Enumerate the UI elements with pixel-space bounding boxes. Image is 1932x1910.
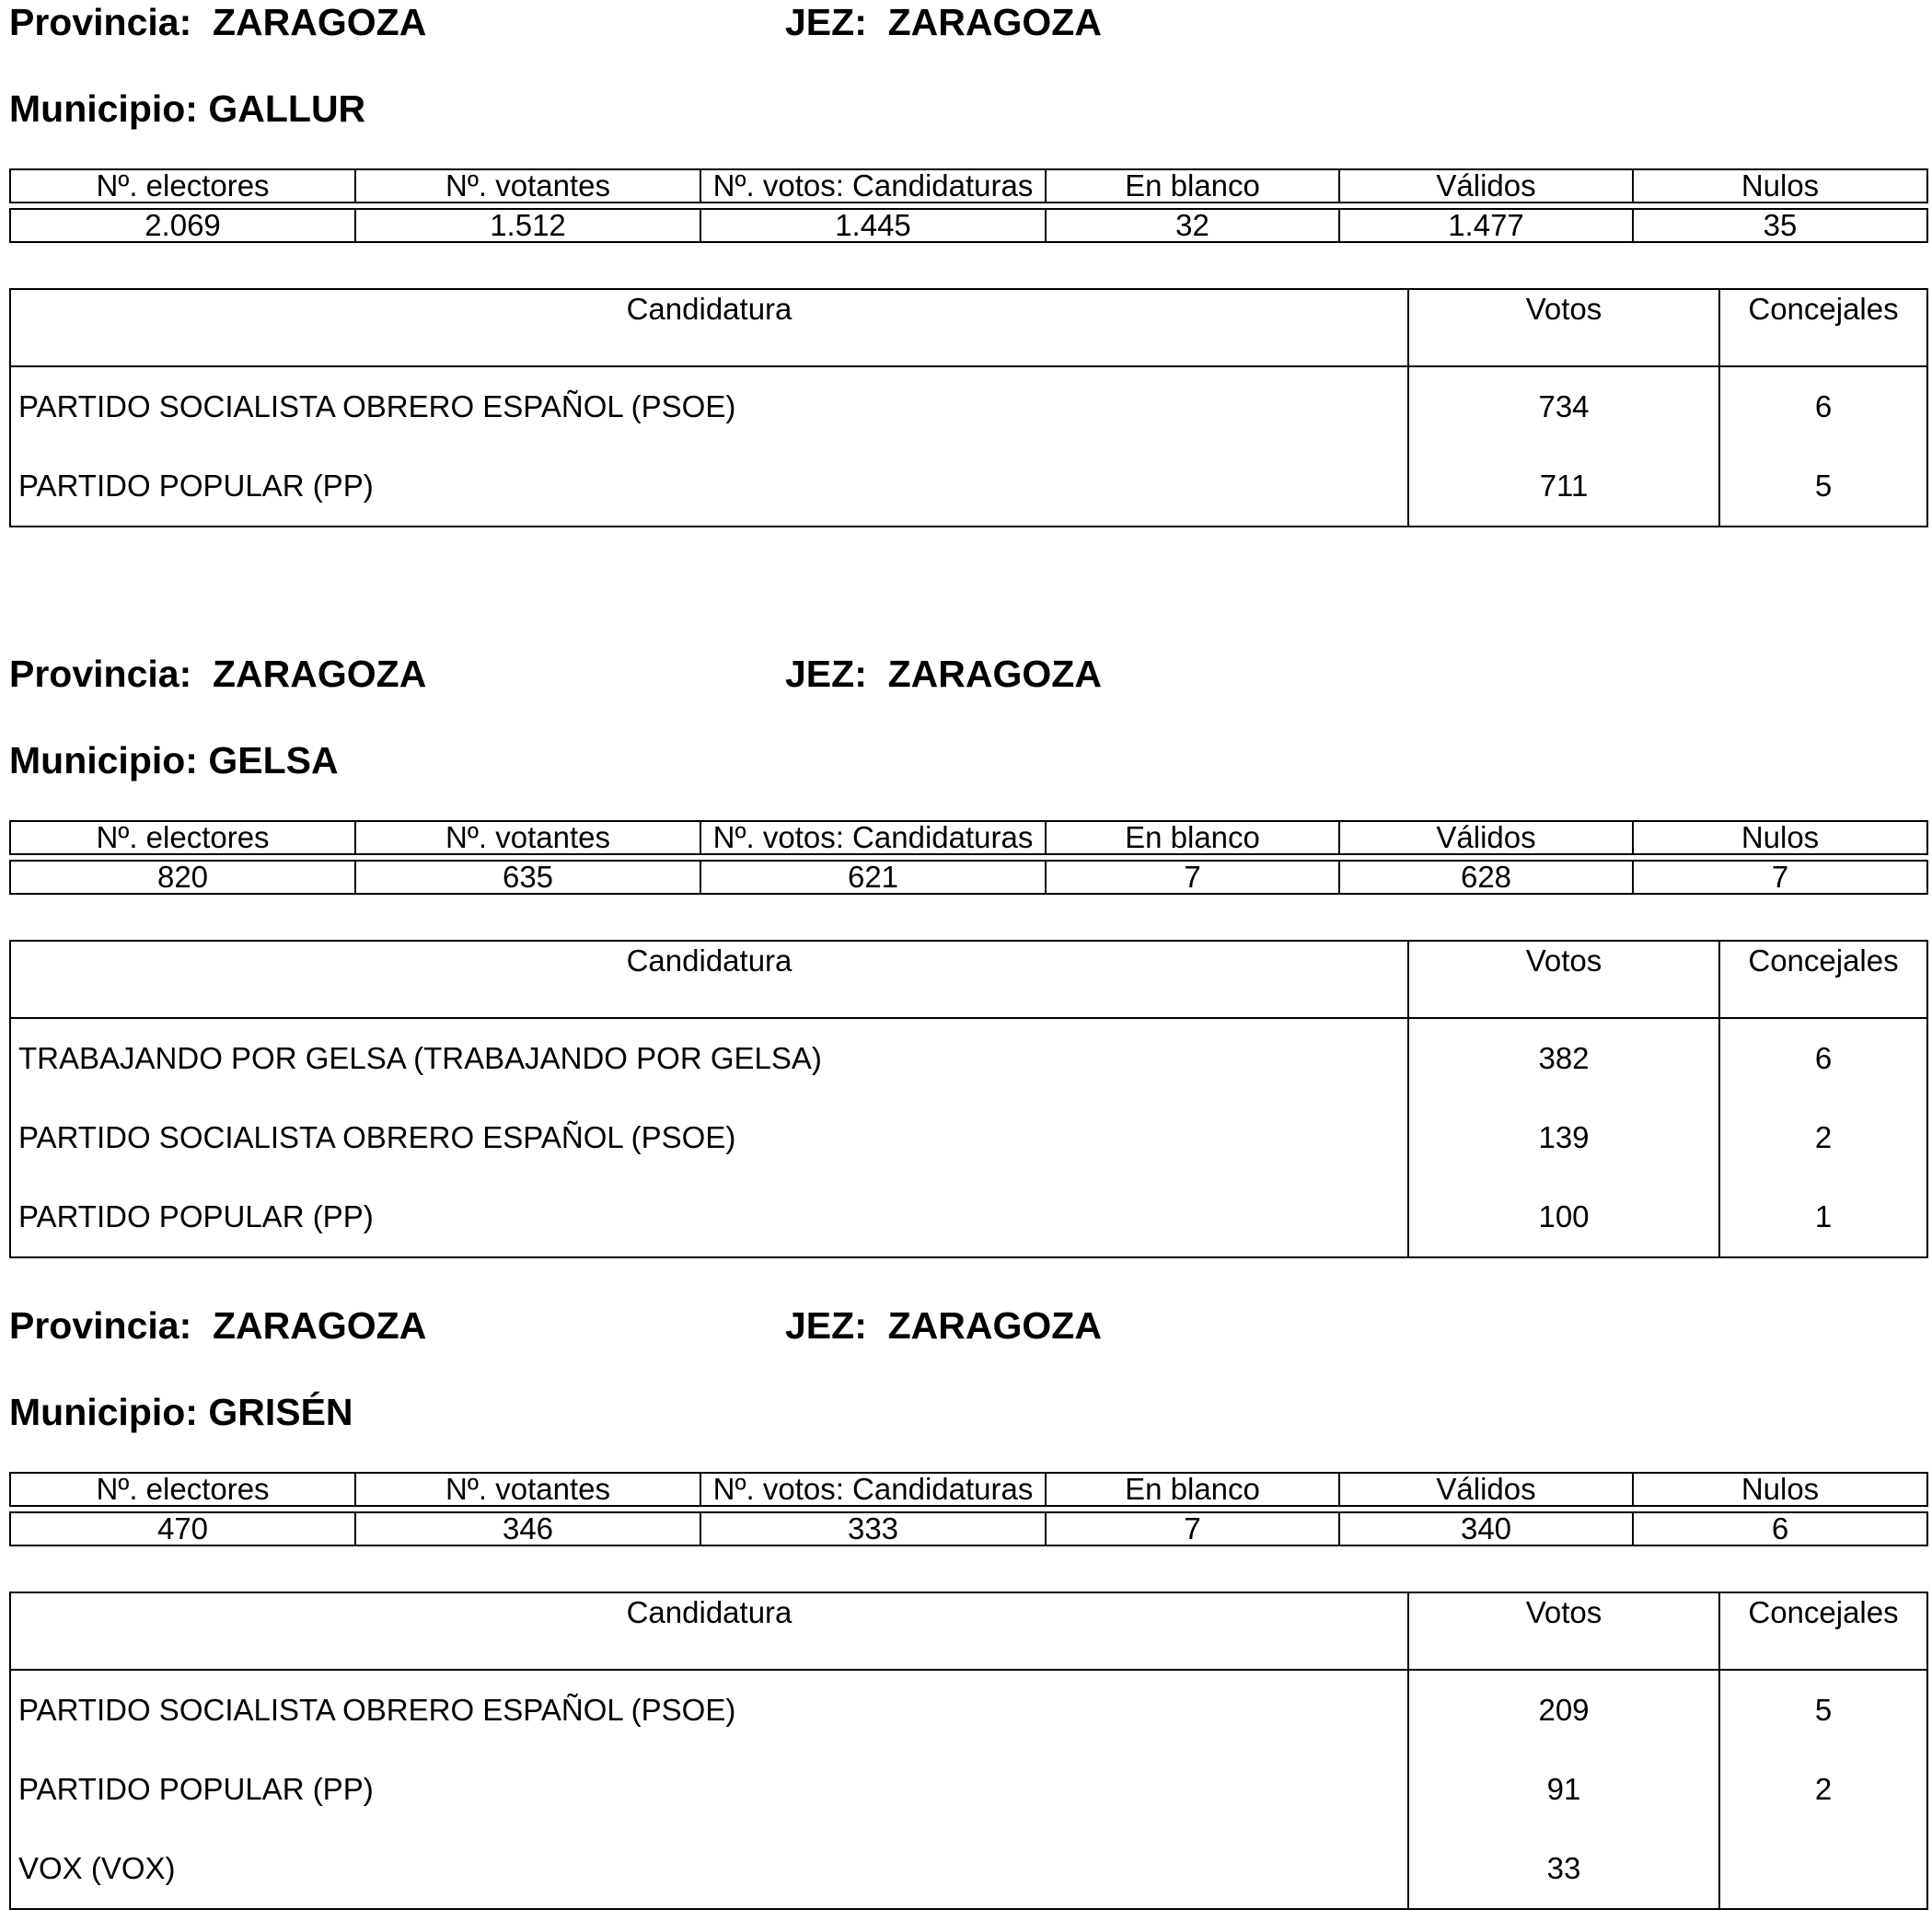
candidates-header-row [10, 941, 1927, 1018]
table-row [10, 1018, 1927, 1098]
table-row [10, 1750, 1927, 1829]
summary-value-cell: 333 [700, 1512, 1046, 1545]
summary-header-cell: Nº. votantes [355, 1473, 700, 1506]
candidates-table [9, 288, 1928, 527]
candidate-name: PARTIDO SOCIALISTA OBRERO ESPAÑOL (PSOE) [18, 1693, 736, 1727]
summary-header-cell: Nulos [1633, 1473, 1927, 1506]
candidates-header-row [10, 289, 1927, 366]
municipio-label: Municipio: GELSA [9, 739, 339, 781]
summary-header-cell: Válidos [1339, 169, 1633, 203]
summary-value-cell: 1.512 [355, 209, 700, 242]
candidate-name: PARTIDO POPULAR (PP) [18, 469, 374, 503]
summary-header-cell: Nulos [1633, 821, 1927, 854]
candidatura-header: Candidatura [10, 941, 1408, 1018]
summary-header-cell: En blanco [1046, 821, 1339, 854]
provincia-label: Provincia: ZARAGOZA [9, 1, 427, 43]
summary-header-cell: Nº. votantes [355, 169, 700, 203]
candidate-votes: 734 [1408, 366, 1719, 446]
summary-values-table [9, 860, 1928, 895]
summary-value-cell: 2.069 [10, 209, 355, 242]
summary-value-cell: 628 [1339, 861, 1633, 894]
jez-label: JEZ: ZARAGOZA [785, 1, 1102, 43]
summary-value-cell: 346 [355, 1512, 700, 1545]
summary-value-cell: 470 [10, 1512, 355, 1545]
candidate-name: PARTIDO SOCIALISTA OBRERO ESPAÑOL (PSOE) [18, 1120, 736, 1154]
summary-header-row [10, 1473, 1927, 1506]
votos-header: Votos [1408, 1592, 1719, 1670]
candidate-name: PARTIDO POPULAR (PP) [18, 1772, 374, 1806]
candidate-votes: 100 [1408, 1177, 1719, 1257]
candidate-seats: 6 [1719, 1018, 1927, 1098]
summary-value-cell: 1.445 [700, 209, 1046, 242]
summary-value-cell: 6 [1633, 1512, 1927, 1545]
summary-header-cell: Nº. votos: Candidaturas [700, 1473, 1046, 1506]
votos-header: Votos [1408, 289, 1719, 366]
candidate-votes: 382 [1408, 1018, 1719, 1098]
concejales-header: Concejales [1719, 289, 1927, 366]
candidate-seats: 2 [1719, 1098, 1927, 1177]
summary-values-row [10, 861, 1927, 894]
candidate-votes: 711 [1408, 446, 1719, 527]
candidate-seats [1719, 1829, 1927, 1909]
concejales-header: Concejales [1719, 1592, 1927, 1670]
candidate-seats: 5 [1719, 446, 1927, 527]
summary-values-table [9, 208, 1928, 243]
candidate-seats: 5 [1719, 1670, 1927, 1750]
summary-value-cell: 1.477 [1339, 209, 1633, 242]
votos-header: Votos [1408, 941, 1719, 1018]
summary-values-row [10, 1512, 1927, 1545]
summary-header-cell: Nº. electores [10, 1473, 355, 1506]
jez-label: JEZ: ZARAGOZA [785, 1304, 1102, 1347]
summary-header-cell: Válidos [1339, 1473, 1633, 1506]
summary-value-cell: 35 [1633, 209, 1927, 242]
candidatura-header: Candidatura [10, 1592, 1408, 1670]
summary-header-cell: Nº. votantes [355, 821, 700, 854]
table-row [10, 1098, 1927, 1177]
candidate-seats: 1 [1719, 1177, 1927, 1257]
candidates-header-row [10, 1592, 1927, 1670]
summary-table [9, 168, 1928, 203]
summary-header-cell: En blanco [1046, 1473, 1339, 1506]
summary-value-cell: 7 [1633, 861, 1927, 894]
summary-value-cell: 621 [700, 861, 1046, 894]
summary-value-cell: 32 [1046, 209, 1339, 242]
summary-table [9, 820, 1928, 855]
jez-label: JEZ: ZARAGOZA [785, 653, 1102, 695]
table-row [10, 446, 1927, 527]
summary-header-row [10, 169, 1927, 203]
summary-header-cell: Nulos [1633, 169, 1927, 203]
candidate-name: VOX (VOX) [18, 1851, 176, 1885]
summary-header-row [10, 821, 1927, 854]
summary-header-cell: Nº. votos: Candidaturas [700, 169, 1046, 203]
concejales-header: Concejales [1719, 941, 1927, 1018]
candidate-votes: 139 [1408, 1098, 1719, 1177]
summary-values-row [10, 209, 1927, 242]
candidate-name: PARTIDO SOCIALISTA OBRERO ESPAÑOL (PSOE) [18, 389, 736, 423]
provincia-label: Provincia: ZARAGOZA [9, 1304, 427, 1347]
summary-value-cell: 820 [10, 861, 355, 894]
municipio-label: Municipio: GALLUR [9, 87, 366, 130]
summary-values-table [9, 1511, 1928, 1546]
summary-value-cell: 7 [1046, 1512, 1339, 1545]
candidate-votes: 91 [1408, 1750, 1719, 1829]
candidatura-header: Candidatura [10, 289, 1408, 366]
summary-value-cell: 7 [1046, 861, 1339, 894]
table-row [10, 1829, 1927, 1909]
municipio-label: Municipio: GRISÉN [9, 1391, 353, 1433]
summary-value-cell: 635 [355, 861, 700, 894]
candidate-votes: 209 [1408, 1670, 1719, 1750]
table-row [10, 1177, 1927, 1257]
summary-header-cell: Nº. electores [10, 821, 355, 854]
summary-table [9, 1472, 1928, 1507]
provincia-label: Provincia: ZARAGOZA [9, 653, 427, 695]
summary-header-cell: En blanco [1046, 169, 1339, 203]
summary-value-cell: 340 [1339, 1512, 1633, 1545]
candidates-table [9, 940, 1928, 1258]
candidates-table [9, 1592, 1928, 1910]
table-row [10, 366, 1927, 446]
summary-header-cell: Nº. votos: Candidaturas [700, 821, 1046, 854]
summary-header-cell: Válidos [1339, 821, 1633, 854]
candidate-seats: 6 [1719, 366, 1927, 446]
table-row [10, 1670, 1927, 1750]
candidate-votes: 33 [1408, 1829, 1719, 1909]
candidate-seats: 2 [1719, 1750, 1927, 1829]
candidate-name: TRABAJANDO POR GELSA (TRABAJANDO POR GELSA) [18, 1041, 822, 1075]
summary-header-cell: Nº. electores [10, 169, 355, 203]
candidate-name: PARTIDO POPULAR (PP) [18, 1199, 374, 1233]
